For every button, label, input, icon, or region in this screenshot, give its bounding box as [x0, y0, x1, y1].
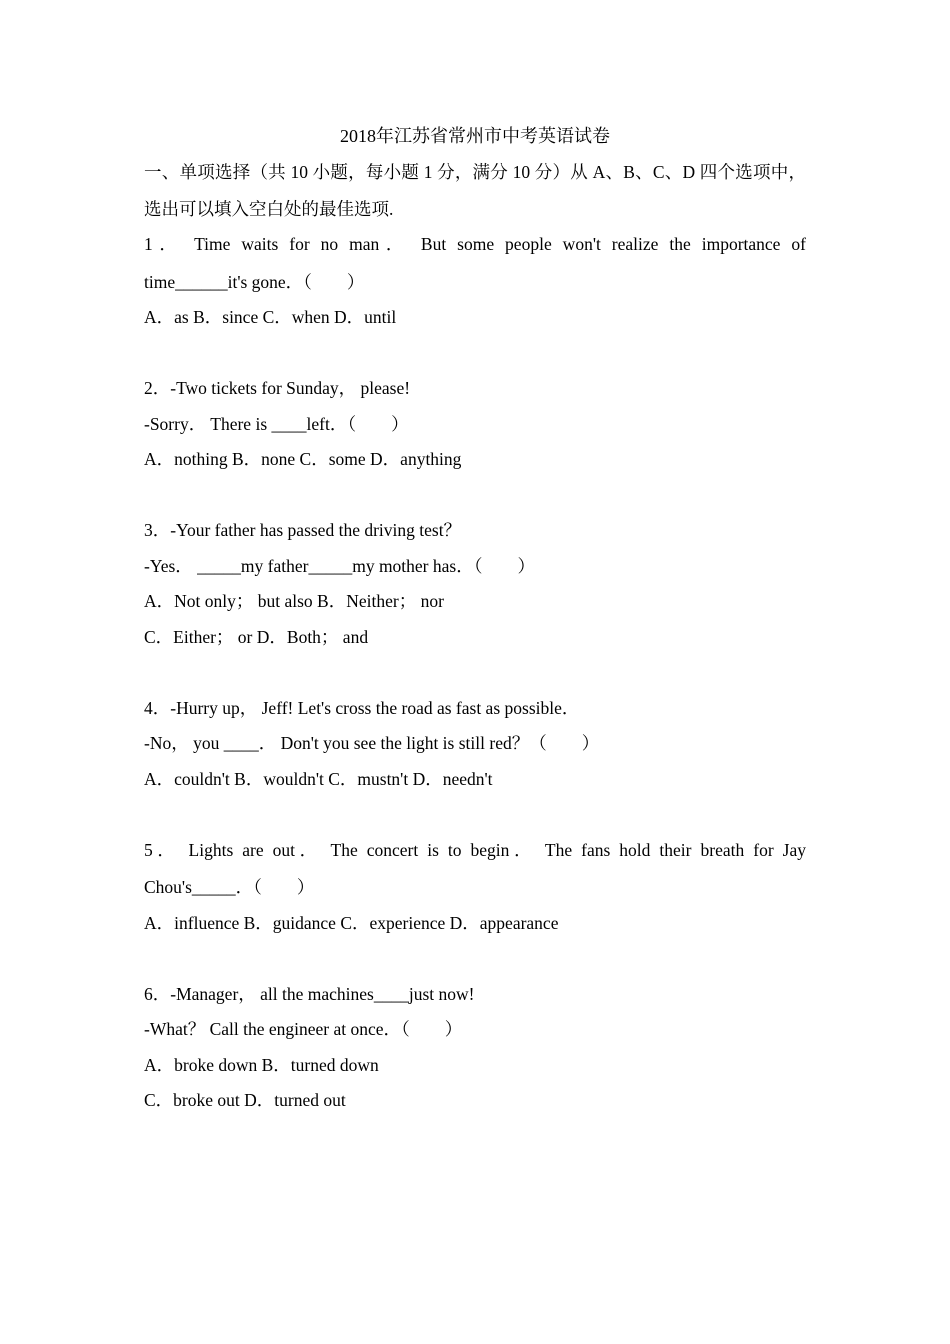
section-heading-line-1: 一、单项选择（共 10 小题，每小题 1 分，满分 10 分）从 A、B、C、D 四个选项中，: [144, 162, 806, 182]
question-options: A．couldn't B．wouldn't C．mustn't D．needn't: [144, 769, 493, 789]
question-options: A．nothing B．none C．some D．anything: [144, 449, 462, 469]
question-options: A．Not only； but also B．Neither； nor: [144, 591, 444, 611]
section-heading-line-2: 选出可以填入空白处的最佳选项.: [144, 199, 394, 219]
question-stem-line: 4．-Hurry up， Jeff! Let's cross the road as fast as possible．: [144, 698, 580, 718]
page-title: 2018年江苏省常州市中考英语试卷: [340, 126, 610, 146]
question-options: C．Either； or D．Both； and: [144, 627, 369, 647]
question-stem-line: -Sorry． There is ____left．（ ）: [144, 414, 409, 434]
question-stem-line: -What？ Call the engineer at once．（ ）: [144, 1019, 463, 1039]
question-options: A．as B．since C．when D．until: [144, 307, 397, 327]
question-options: A．broke down B．turned down: [144, 1055, 379, 1075]
question-stem-line: time______it's gone．（ ）: [144, 272, 365, 292]
question-options: A．influence B．guidance C．experience D．appearance: [144, 913, 559, 933]
question-stem-line: Chou's_____．（ ）: [144, 877, 315, 897]
question-stem-line: -No， you ____． Don't you see the light is still red？（ ）: [144, 733, 600, 753]
question-stem-line: 2．-Two tickets for Sunday， please!: [144, 378, 411, 398]
question-stem-line: -Yes． _____my father_____my mother has．（ ）: [144, 556, 535, 576]
question-stem-line: 3．-Your father has passed the driving test？: [144, 520, 462, 540]
question-stem-line: 6．-Manager， all the machines____just now!: [144, 984, 475, 1004]
question-stem-line: 5． Lights are out． The concert is to begin． The fans hold their breath for Jay: [144, 840, 806, 860]
question-options: C．broke out D．turned out: [144, 1090, 346, 1110]
question-stem-line: 1． Time waits for no man． But some people won't realize the importance of: [144, 234, 806, 254]
